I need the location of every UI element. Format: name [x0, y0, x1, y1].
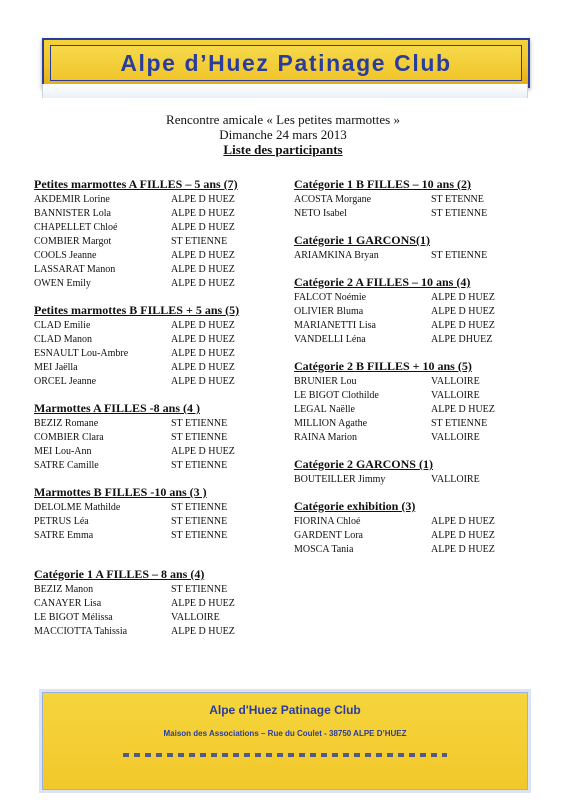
footer-address: Maison des Associations – Rue du Coulet - 38750 ALPE D’HUEZ — [163, 729, 407, 738]
participant-club: ST ETIENNE — [171, 236, 228, 247]
participant-row — [34, 207, 274, 221]
participant-row — [294, 529, 534, 543]
participant-row — [294, 333, 534, 347]
participant-club: ALPE D HUEZ — [171, 626, 235, 637]
participant-row — [34, 277, 274, 291]
category-section — [34, 567, 274, 639]
participant-club: ST ETIENNE — [171, 418, 228, 429]
participant-row — [34, 193, 274, 207]
participant-club: ST ETIENNE — [171, 530, 228, 541]
participant-name: OLIVIER Bluma — [294, 306, 364, 317]
participant-name: MACCIOTTA Tahissia — [34, 626, 128, 637]
participant-club: VALLOIRE — [431, 432, 480, 443]
participant-row — [34, 625, 274, 639]
participant-club: ALPE D HUEZ — [431, 404, 495, 415]
participant-club: ALPE D HUEZ — [171, 250, 235, 261]
category-section — [294, 359, 534, 445]
participant-row — [34, 375, 274, 389]
participant-club: ALPE D HUEZ — [171, 362, 235, 373]
participant-row — [294, 305, 534, 319]
participant-name: CHAPELLET Chloé — [34, 222, 118, 233]
participant-row — [34, 611, 274, 625]
participant-name: NETO Isabel — [294, 208, 347, 219]
category-section — [34, 177, 274, 291]
participant-name: OWEN Emily — [34, 278, 91, 289]
participant-club: ST ETIENNE — [171, 432, 228, 443]
participant-name: BANNISTER Lola — [34, 208, 111, 219]
participant-name: FIORINA Chloé — [294, 516, 361, 527]
participant-name: COMBIER Clara — [34, 432, 104, 443]
participant-club: ALPE D HUEZ — [431, 306, 495, 317]
participant-row — [294, 375, 534, 389]
participant-name: CLAD Emilie — [34, 320, 91, 331]
participant-club: ALPE D HUEZ — [171, 264, 235, 275]
participant-row — [294, 193, 534, 207]
footer-title: Alpe d'Huez Patinage Club — [209, 703, 361, 717]
participant-row — [34, 319, 274, 333]
participant-row — [294, 249, 534, 263]
participant-row — [34, 583, 274, 597]
participant-name: SATRE Emma — [34, 530, 94, 541]
participant-name: LEGAL Naëlle — [294, 404, 355, 415]
participant-row — [34, 417, 274, 431]
participant-row — [294, 403, 534, 417]
participant-row — [294, 319, 534, 333]
participant-club: VALLOIRE — [171, 612, 220, 623]
participant-club: VALLOIRE — [431, 376, 480, 387]
participant-club: ALPE D HUEZ — [431, 544, 495, 555]
participant-club: ST ETIENNE — [171, 502, 228, 513]
category-title: Catégorie 2 B FILLES + 10 ans (5) — [294, 359, 472, 373]
participant-row — [34, 361, 274, 375]
participant-row — [34, 459, 274, 473]
participant-name: BOUTEILLER Jimmy — [294, 474, 386, 485]
footer-box — [42, 692, 528, 790]
participant-club: ALPE D HUEZ — [431, 516, 495, 527]
participant-name: CANAYER Lisa — [34, 598, 102, 609]
participant-row — [34, 515, 274, 529]
participant-row — [34, 221, 274, 235]
category-section — [294, 457, 534, 487]
category-section — [34, 485, 274, 543]
participant-club: ALPE D HUEZ — [171, 598, 235, 609]
participant-name: BEZIZ Romane — [34, 418, 99, 429]
category-title: Catégorie 2 A FILLES – 10 ans (4) — [294, 275, 471, 289]
event-title: Rencontre amicale « Les petites marmottes » — [166, 112, 400, 127]
participant-row — [294, 389, 534, 403]
category-section — [294, 177, 534, 221]
participant-name: PETRUS Léa — [34, 516, 89, 527]
participant-name: ARIAMKINA Bryan — [294, 250, 379, 261]
participant-name: COMBIER Margot — [34, 236, 112, 247]
participant-name: SATRE Camille — [34, 460, 99, 471]
participant-row — [34, 235, 274, 249]
participant-name: BRUNIER Lou — [294, 376, 357, 387]
category-title: Marmottes A FILLES -8 ans (4 ) — [34, 401, 200, 415]
participant-club: ST ETIENNE — [431, 418, 488, 429]
category-title: Catégorie 1 B FILLES – 10 ans (2) — [294, 177, 471, 191]
participant-row — [294, 431, 534, 445]
participant-club: ALPE D HUEZ — [431, 292, 495, 303]
participant-club: ALPE D HUEZ — [171, 320, 235, 331]
participant-name: LASSARAT Manon — [34, 264, 116, 275]
participant-row — [34, 263, 274, 277]
club-banner-title: Alpe d’Huez Patinage Club — [120, 50, 452, 76]
participant-club: ST ETIENNE — [171, 516, 228, 527]
participant-name: MEI Lou-Ann — [34, 446, 92, 457]
participant-row — [34, 333, 274, 347]
banner-shadow — [42, 84, 528, 98]
club-banner — [42, 38, 530, 88]
participant-club: ALPE D HUEZ — [171, 278, 235, 289]
participant-name: COOLS Jeanne — [34, 250, 97, 261]
participant-club: ALPE D HUEZ — [171, 208, 235, 219]
participant-name: BEZIZ Manon — [34, 584, 94, 595]
category-section — [294, 275, 534, 347]
participant-name: GARDENT Lora — [294, 530, 363, 541]
category-title: Catégorie 1 A FILLES – 8 ans (4) — [34, 567, 205, 581]
participant-row — [34, 445, 274, 459]
participant-club: ST ETIENNE — [431, 208, 488, 219]
participant-row — [294, 543, 534, 557]
participant-club: ALPE D HUEZ — [431, 320, 495, 331]
participant-name: DELOLME Mathilde — [34, 502, 121, 513]
participant-club: ALPE D HUEZ — [171, 194, 235, 205]
left-column — [34, 177, 274, 639]
category-section — [294, 233, 534, 263]
category-section — [34, 401, 274, 473]
category-section — [34, 303, 274, 389]
participant-row — [34, 597, 274, 611]
participant-club: VALLOIRE — [431, 390, 480, 401]
participant-row — [294, 417, 534, 431]
participant-club: ALPE D HUEZ — [171, 334, 235, 345]
participant-row — [34, 529, 274, 543]
participant-club: ALPE D HUEZ — [171, 222, 235, 233]
category-section — [294, 499, 534, 557]
participant-club: ALPE D HUEZ — [431, 530, 495, 541]
participant-name: LE BIGOT Clothilde — [294, 390, 379, 401]
participant-name: MEI Jaëlla — [34, 362, 78, 373]
participant-row — [34, 249, 274, 263]
participant-name: MARIANETTI Lisa — [294, 320, 376, 331]
participant-name: ESNAULT Lou-Ambre — [34, 348, 129, 359]
participant-name: ORCEL Jeanne — [34, 376, 97, 387]
category-title: Marmottes B FILLES -10 ans (3 ) — [34, 485, 207, 499]
participant-row — [294, 291, 534, 305]
participant-club: ST ETIENNE — [431, 250, 488, 261]
participant-row — [294, 515, 534, 529]
category-title: Petites marmottes A FILLES – 5 ans (7) — [34, 177, 238, 191]
participant-club: ALPE D HUEZ — [171, 446, 235, 457]
category-title: Catégorie 2 GARCONS (1) — [294, 457, 433, 471]
participant-row — [294, 207, 534, 221]
participant-row — [34, 501, 274, 515]
category-title: Petites marmottes B FILLES + 5 ans (5) — [34, 303, 240, 317]
participant-name: MOSCA Tania — [294, 544, 354, 555]
footer-cut-off-text — [123, 753, 447, 757]
participant-name: CLAD Manon — [34, 334, 93, 345]
participant-club: ST ETIENNE — [171, 460, 228, 471]
participant-name: FALCOT Noémie — [294, 292, 367, 303]
participant-row — [34, 347, 274, 361]
participant-name: VANDELLI Léna — [294, 334, 366, 345]
participant-name: LE BIGOT Mélissa — [34, 612, 113, 623]
participant-name: AKDEMIR Lorine — [34, 194, 110, 205]
participant-row — [34, 431, 274, 445]
participant-club: ALPE DHUEZ — [431, 334, 493, 345]
category-title: Catégorie exhibition (3) — [294, 499, 416, 513]
participant-club: ST ETENNE — [431, 194, 484, 205]
list-heading: Liste des participants — [223, 142, 343, 157]
participant-name: RAINA Marion — [294, 432, 358, 443]
participant-name: ACOSTA Morgane — [294, 194, 372, 205]
participant-club: ALPE D HUEZ — [171, 348, 235, 359]
right-column — [294, 177, 534, 557]
participant-club: ALPE D HUEZ — [171, 376, 235, 387]
event-date: Dimanche 24 mars 2013 — [219, 127, 347, 142]
participant-name: MILLION Agathe — [294, 418, 368, 429]
participant-row — [294, 473, 534, 487]
participant-club: ST ETIENNE — [171, 584, 228, 595]
participant-club: VALLOIRE — [431, 474, 480, 485]
category-title: Catégorie 1 GARCONS(1) — [294, 233, 430, 247]
